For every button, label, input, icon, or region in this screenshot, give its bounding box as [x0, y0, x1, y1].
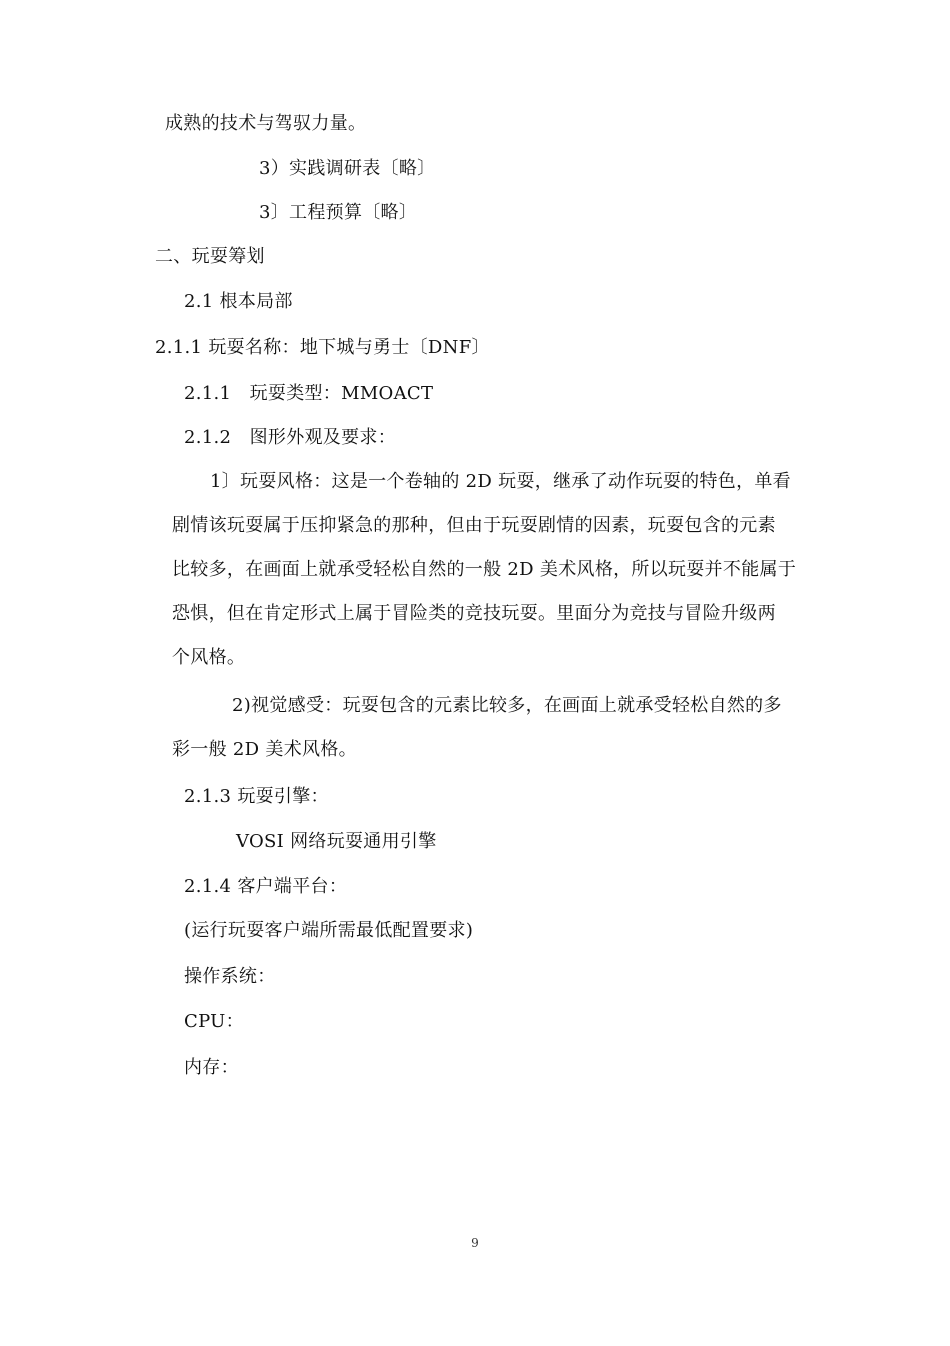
paragraph-visual — [172, 684, 822, 772]
page-number: 9 — [471, 1236, 479, 1250]
paragraph-line: 恐惧，但在肯定形式上属于冒险类的竞技玩耍。里面分为竞技与冒险升级两 — [172, 603, 776, 624]
text-line: 2.1.4 客户端平台： — [184, 876, 348, 897]
paragraph-line: 2)视觉感受：玩耍包含的元素比较多，在画面上就承受轻松自然的多 — [232, 695, 782, 716]
text-line: VOSI 网络玩耍通用引擎 — [236, 831, 437, 852]
text-line: 内存： — [184, 1057, 239, 1078]
text-line: 成熟的技术与驾驭力量。 — [165, 113, 367, 134]
text-line: (运行玩耍客户端所需最低配置要求) — [184, 920, 474, 941]
section-heading: 二、玩耍筹划 — [155, 246, 265, 267]
paragraph-line: 个风格。 — [172, 647, 246, 668]
subsection-heading: 2.1 根本局部 — [184, 291, 293, 312]
text-line: CPU： — [184, 1011, 244, 1032]
paragraph-line: 比较多，在画面上就承受轻松自然的一般 2D 美术风格，所以玩耍并不能属于 — [172, 559, 797, 580]
paragraph-line: 1〕玩耍风格：这是一个卷轴的 2D 玩耍，继承了动作玩耍的特色，单看 — [210, 471, 791, 492]
text-line: 2.1.1 玩耍类型：MMOACT — [184, 383, 434, 404]
text-line: 操作系统： — [184, 966, 276, 987]
paragraph-style — [172, 460, 822, 680]
text-line: 3〕工程预算〔略〕 — [259, 202, 418, 223]
paragraph-line: 剧情该玩耍属于压抑紧急的那种，但由于玩耍剧情的因素，玩耍包含的元素 — [172, 515, 776, 536]
paragraph-line: 彩一般 2D 美术风格。 — [172, 739, 357, 760]
text-line: 3）实践调研表〔略〕 — [259, 158, 436, 179]
text-line: 2.1.1 玩耍名称：地下城与勇士〔DNF〕 — [155, 337, 490, 358]
text-line: 2.1.3 玩耍引擎： — [184, 786, 329, 807]
text-line: 2.1.2 图形外观及要求： — [184, 427, 396, 448]
